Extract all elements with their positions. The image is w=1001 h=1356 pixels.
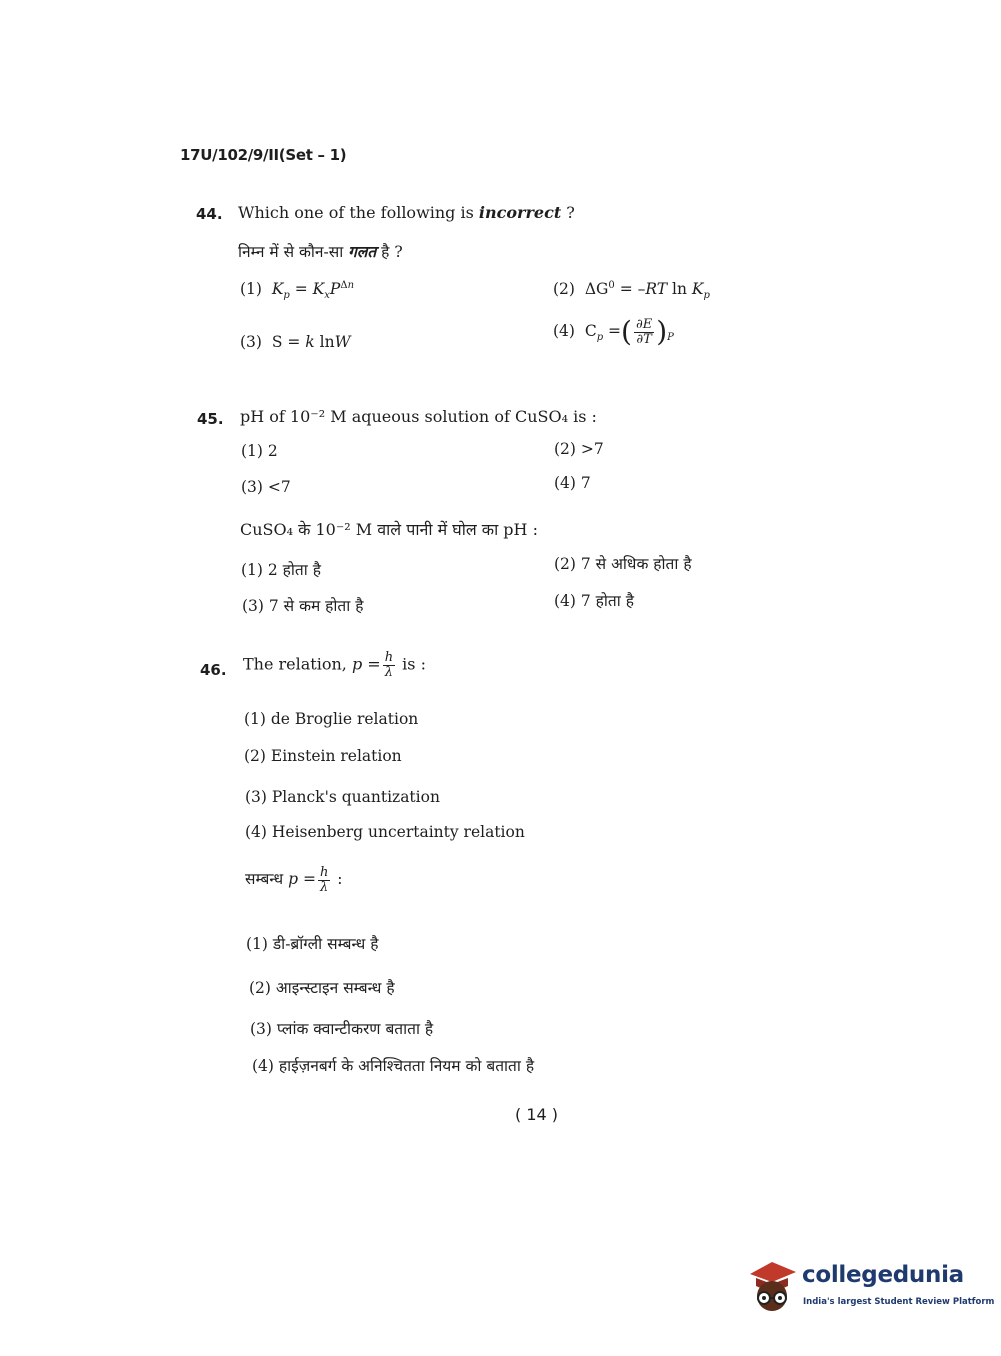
logo-wordmark: collegedunia [802,1262,964,1288]
mascot-icon [742,1250,800,1316]
option-1: (1) $K_p = K_xP^{\Delta n}$ [240,280,355,302]
collegedunia-logo[interactable] [742,1250,995,1320]
formula-kp: $K_p = K_xP^{\Delta n}$ [271,280,355,302]
formula-cp: $C_p$ =( $\frac{\partial E}{\partial T}$ )$_P$ [584,315,674,349]
option-1-hi: (1) डी-ब्रॉग्ली सम्बन्ध है [246,935,379,953]
question-text-hi: CuSO₄ के 10⁻² M वाले पानी में घोल का pH : [240,520,538,539]
option-2: (2) Einstein relation [244,747,402,765]
formula-gibbs: $\Delta G^0 = -RT$ $\ln K_p$ [584,280,710,302]
question-text-en: Which one of the following is incorrect ? [238,203,575,222]
option-1: (1) 2 [241,442,278,460]
option-2-hi: (2) आइन्स्टाइन सम्बन्ध है [249,979,395,997]
question-number: 44. [196,205,223,223]
option-4: (4) Heisenberg uncertainty relation [245,823,525,841]
option-2: (2) $\Delta G^0 = -RT$ $\ln K_p$ [553,280,710,302]
question-text-hi: सम्बन्ध p = $\frac{h}{\lambda}$ : [245,865,343,895]
option-3: (3) Planck's quantization [245,788,440,806]
option-2-hi: (2) 7 से अधिक होता है [554,555,692,573]
option-4-hi: (4) हाईज़नबर्ग के अनिश्चितता नियम को बताता है [252,1057,535,1075]
option-3: (3) S = k lnW [240,333,351,351]
option-2: (2) >7 [554,440,604,458]
formula-entropy: S = k lnW [271,333,351,351]
question-text-en: pH of 10⁻² M aqueous solution of CuSO₄ is : [240,407,597,426]
option-3-hi: (3) 7 से कम होता है [242,597,364,615]
option-4-hi: (4) 7 होता है [554,592,634,610]
question-number: 45. [197,410,224,428]
question-text-hi: निम्न में से कौन-सा गलत है ? [238,242,403,261]
option-1: (1) de Broglie relation [244,710,419,728]
page-number: ( 14 ) [515,1105,559,1124]
option-1-hi: (1) 2 होता है [241,561,321,579]
option-4: (4) $C_p$ =( $\frac{\partial E}{\partial T}$ )$_P$ [553,315,674,349]
paper-code: 17U/102/9/II(Set – 1) [180,146,347,164]
option-3-hi: (3) प्लांक क्वान्टीकरण बताता है [250,1020,434,1038]
option-4: (4) 7 [554,474,591,492]
logo-tagline: India's largest Student Review Platform [803,1297,995,1307]
question-number: 46. [200,661,227,679]
question-text-en: The relation, p = $\frac{h}{\lambda}$ is : [243,650,426,680]
option-3: (3) <7 [241,478,291,496]
